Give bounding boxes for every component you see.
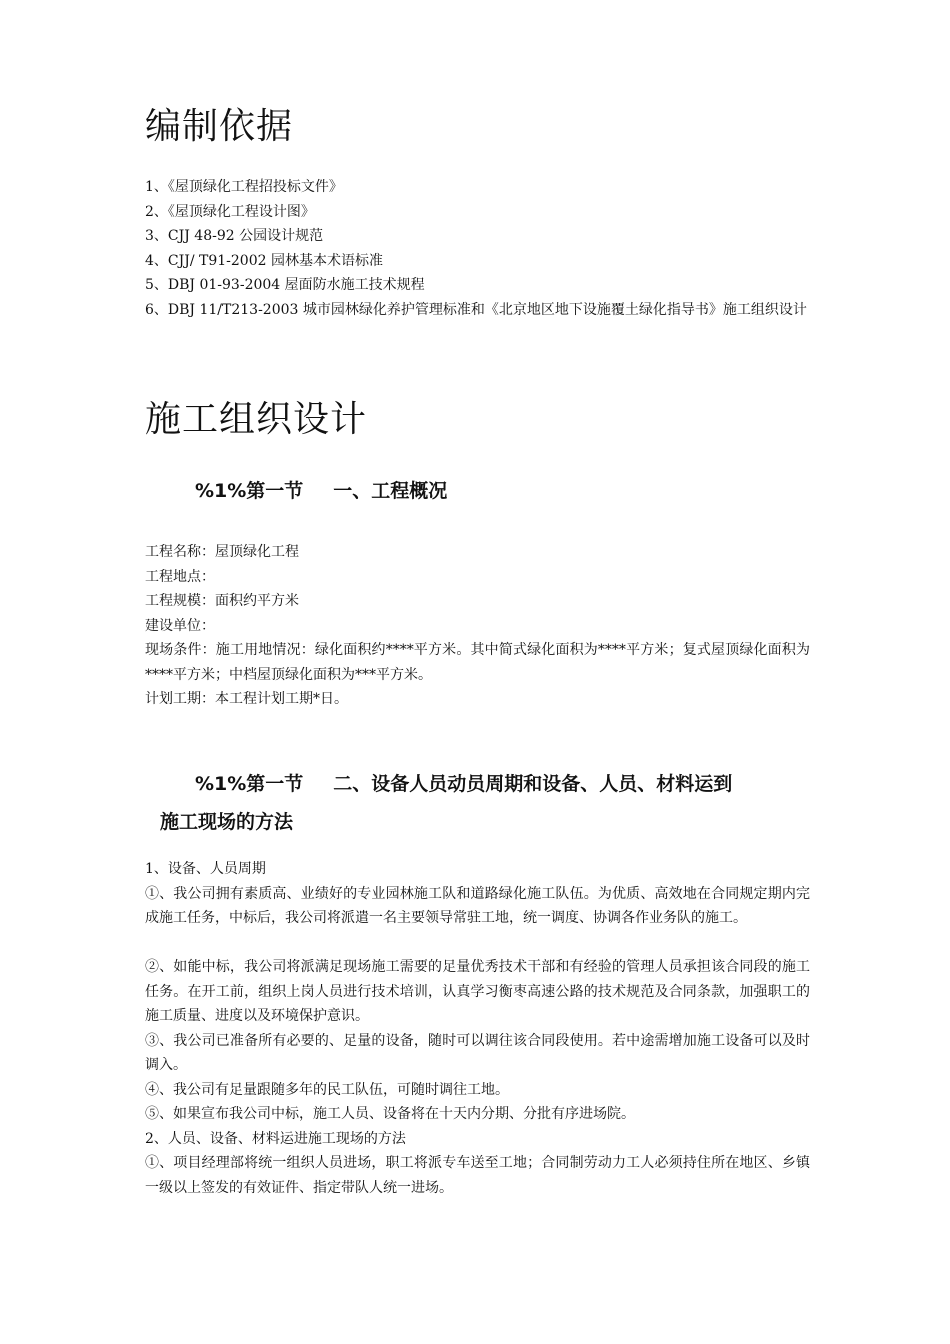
para-1d: ④、我公司有足量跟随多年的民工队伍，可随时调往工地。 xyxy=(145,1081,509,1098)
subsection-title: 二、设备人员动员周期和设备、人员、材料运到 xyxy=(333,773,733,795)
basis-item-4: 4、CJJ/ T91-2002 园林基本术语标准 xyxy=(145,252,383,269)
project-scale: 工程规模：面积约平方米 xyxy=(145,593,299,609)
para-2a: ①、项目经理部将统一组织人员进场，职工将派专车送至工地；合同制劳动力工人必须持住所在地区、乡镇一级以上签发的有效证件、指定带队人统一进场。 xyxy=(145,1155,810,1196)
subsection-mobilization-heading-cont: 施工现场的方法 xyxy=(160,811,294,833)
basis-item-1: 1、《屋顶绿化工程招投标文件》 xyxy=(145,179,343,195)
subsection-prefix: %1%第一节 xyxy=(195,773,304,795)
project-name: 工程名称：屋顶绿化工程 xyxy=(145,544,299,560)
para-heading-1: 1、设备、人员周期 xyxy=(145,861,266,877)
basis-item-5: 5、DBJ 01-93-2004 屋面防水施工技术规程 xyxy=(145,277,425,293)
subsection-title: 一、工程概况 xyxy=(333,480,448,502)
project-schedule: 计划工期：本工程计划工期*日。 xyxy=(145,691,348,707)
project-conditions: 现场条件：施工用地情况：绿化面积约****平方米。其中简式绿化面积为****平方米；复式屋顶绿化面积为****平方米；中档屋顶绿化面积为***平方米。 xyxy=(145,642,810,683)
basis-item-6: 6、DBJ 11/T213-2003 城市园林绿化养护管理标准和《北京地区地下设施覆土绿化指导书》施工组织设计 xyxy=(145,301,807,318)
project-unit: 建设单位： xyxy=(145,617,215,634)
subsection-overview-heading xyxy=(195,479,447,504)
subsection-prefix: %1%第一节 xyxy=(195,480,304,502)
para-1a: ①、我公司拥有素质高、业绩好的专业园林施工队和道路绿化施工队伍。为优质、高效地在合同规定期内完成施工任务，中标后，我公司将派遣一名主要领导常驻工地，统一调度、协调各作业务队的施工。 xyxy=(145,885,810,926)
para-1b: ②、如能中标，我公司将派满足现场施工需要的足量优秀技术干部和有经验的管理人员承担该合同段的施工任务。在开工前，组织上岗人员进行技术培训，认真学习衡枣高速公路的技术规范及合同条款，加强职工的施工质量、进度以及环境保护意识。 xyxy=(145,959,810,1024)
para-1c: ③、我公司已准备所有必要的、足量的设备，随时可以调往该合同段使用。若中途需增加施工设备可以及时调入。 xyxy=(145,1032,810,1073)
project-location: 工程地点： xyxy=(145,568,215,585)
basis-item-3: 3、CJJ 48-92 公园设计规范 xyxy=(145,228,324,244)
para-heading-2: 2、人员、设备、材料运进施工现场的方法 xyxy=(145,1130,406,1147)
basis-item-2: 2、《屋顶绿化工程设计图》 xyxy=(145,203,315,220)
heading-construction-design: 施工组织设计 xyxy=(145,399,368,440)
subsection-mobilization-heading xyxy=(195,772,732,797)
heading-basis: 编制依据 xyxy=(145,106,294,147)
para-1e: ⑤、如果宣布我公司中标，施工人员、设备将在十天内分期、分批有序进场院。 xyxy=(145,1106,635,1122)
